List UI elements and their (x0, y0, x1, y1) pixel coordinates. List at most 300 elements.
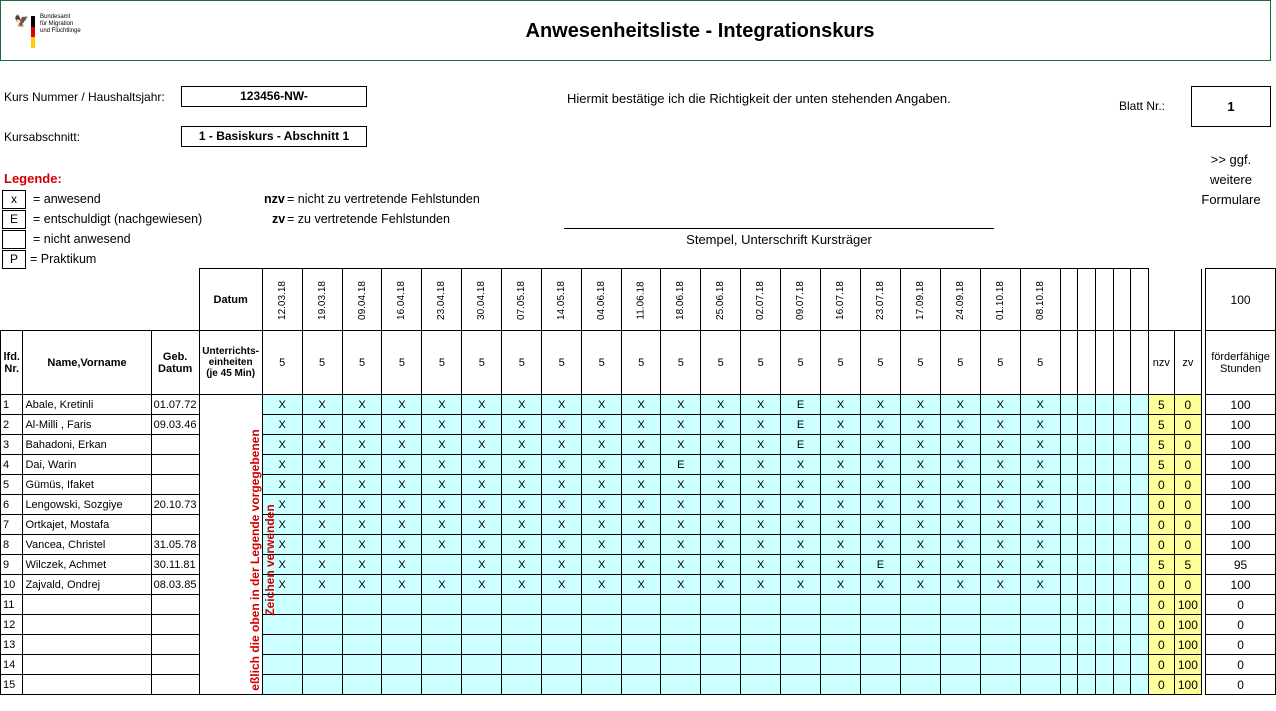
attendance-mark[interactable]: X (302, 415, 342, 435)
attendance-mark[interactable]: X (502, 455, 542, 475)
attendance-mark[interactable] (1060, 435, 1078, 455)
attendance-mark[interactable] (502, 635, 542, 655)
attendance-mark[interactable]: E (781, 415, 821, 435)
attendance-mark[interactable] (1078, 395, 1096, 415)
attendance-mark[interactable]: X (701, 495, 741, 515)
attendance-mark[interactable] (1078, 615, 1096, 635)
attendance-mark[interactable]: X (262, 395, 302, 415)
attendance-mark[interactable] (1060, 615, 1078, 635)
attendance-mark[interactable] (1060, 555, 1078, 575)
attendance-mark[interactable]: X (940, 555, 980, 575)
date-cell[interactable] (900, 269, 940, 331)
units-cell[interactable]: 5 (382, 331, 422, 395)
attendance-mark[interactable] (342, 675, 382, 695)
attendance-mark[interactable] (821, 635, 861, 655)
date-cell[interactable] (821, 269, 861, 331)
participant-name[interactable]: Vancea, Christel (23, 535, 151, 555)
attendance-mark[interactable] (1060, 395, 1078, 415)
attendance-mark[interactable]: X (661, 415, 701, 435)
attendance-mark[interactable] (781, 675, 821, 695)
attendance-mark[interactable]: X (860, 395, 900, 415)
attendance-mark[interactable] (502, 615, 542, 635)
units-cell[interactable]: 5 (262, 331, 302, 395)
birth-date[interactable]: 20.10.73 (151, 495, 199, 515)
attendance-mark[interactable]: X (860, 575, 900, 595)
attendance-mark[interactable]: E (781, 395, 821, 415)
attendance-mark[interactable] (582, 675, 622, 695)
attendance-mark[interactable]: E (661, 455, 701, 475)
attendance-mark[interactable]: X (781, 515, 821, 535)
attendance-mark[interactable] (781, 635, 821, 655)
attendance-mark[interactable]: X (900, 475, 940, 495)
attendance-mark[interactable]: X (342, 555, 382, 575)
attendance-mark[interactable] (900, 675, 940, 695)
attendance-mark[interactable] (900, 655, 940, 675)
attendance-mark[interactable] (1078, 455, 1096, 475)
units-cell[interactable]: 5 (701, 331, 741, 395)
attendance-mark[interactable]: X (382, 495, 422, 515)
attendance-mark[interactable] (422, 615, 462, 635)
attendance-mark[interactable]: X (542, 555, 582, 575)
attendance-mark[interactable]: X (462, 515, 502, 535)
attendance-mark[interactable] (661, 615, 701, 635)
participant-name[interactable]: Lengowski, Sozgiye (23, 495, 151, 515)
attendance-mark[interactable]: X (342, 515, 382, 535)
participant-name[interactable]: Bahadoni, Erkan (23, 435, 151, 455)
attendance-mark[interactable] (1020, 635, 1060, 655)
attendance-mark[interactable]: X (302, 535, 342, 555)
date-cell[interactable] (1060, 269, 1078, 331)
attendance-mark[interactable]: X (342, 535, 382, 555)
date-cell[interactable] (382, 269, 422, 331)
attendance-mark[interactable] (342, 595, 382, 615)
attendance-mark[interactable] (1113, 635, 1131, 655)
attendance-mark[interactable] (1020, 675, 1060, 695)
attendance-mark[interactable] (1131, 635, 1149, 655)
birth-date[interactable] (151, 435, 199, 455)
participant-name[interactable]: Gümüs, Ifaket (23, 475, 151, 495)
attendance-mark[interactable] (940, 675, 980, 695)
attendance-mark[interactable] (1113, 455, 1131, 475)
birth-date[interactable]: 01.07.72 (151, 395, 199, 415)
attendance-mark[interactable]: X (542, 575, 582, 595)
date-cell[interactable] (302, 269, 342, 331)
attendance-mark[interactable] (1060, 515, 1078, 535)
attendance-mark[interactable] (1078, 635, 1096, 655)
attendance-mark[interactable]: X (462, 415, 502, 435)
units-cell[interactable]: 5 (741, 331, 781, 395)
attendance-mark[interactable]: X (741, 415, 781, 435)
attendance-mark[interactable]: X (1020, 455, 1060, 475)
units-cell[interactable]: 5 (980, 331, 1020, 395)
attendance-mark[interactable] (1095, 675, 1113, 695)
birth-date[interactable] (151, 595, 199, 615)
date-cell[interactable] (741, 269, 781, 331)
birth-date[interactable] (151, 615, 199, 635)
attendance-mark[interactable]: X (422, 495, 462, 515)
attendance-mark[interactable]: X (980, 415, 1020, 435)
participant-name[interactable] (23, 595, 151, 615)
attendance-mark[interactable]: X (342, 415, 382, 435)
attendance-mark[interactable] (1113, 415, 1131, 435)
attendance-mark[interactable] (1113, 555, 1131, 575)
attendance-mark[interactable] (1131, 535, 1149, 555)
attendance-mark[interactable] (1078, 495, 1096, 515)
date-cell[interactable] (542, 269, 582, 331)
attendance-mark[interactable]: X (422, 475, 462, 495)
attendance-mark[interactable] (940, 595, 980, 615)
attendance-mark[interactable]: X (860, 515, 900, 535)
attendance-mark[interactable]: X (940, 435, 980, 455)
attendance-mark[interactable]: X (701, 575, 741, 595)
attendance-mark[interactable] (980, 675, 1020, 695)
attendance-mark[interactable] (582, 615, 622, 635)
attendance-mark[interactable] (821, 675, 861, 695)
attendance-mark[interactable] (382, 595, 422, 615)
attendance-mark[interactable] (1060, 475, 1078, 495)
attendance-mark[interactable] (422, 595, 462, 615)
date-cell[interactable] (940, 269, 980, 331)
attendance-mark[interactable]: X (781, 475, 821, 495)
date-cell[interactable] (1020, 269, 1060, 331)
attendance-mark[interactable]: X (980, 495, 1020, 515)
attendance-mark[interactable] (542, 675, 582, 695)
attendance-mark[interactable] (701, 615, 741, 635)
attendance-mark[interactable] (1060, 495, 1078, 515)
attendance-mark[interactable] (1078, 555, 1096, 575)
attendance-mark[interactable] (342, 615, 382, 635)
attendance-mark[interactable] (940, 635, 980, 655)
units-cell[interactable]: 5 (622, 331, 661, 395)
attendance-mark[interactable] (1020, 595, 1060, 615)
attendance-mark[interactable]: X (542, 515, 582, 535)
attendance-mark[interactable]: X (940, 535, 980, 555)
attendance-mark[interactable]: X (661, 435, 701, 455)
attendance-mark[interactable] (382, 675, 422, 695)
attendance-mark[interactable] (1020, 615, 1060, 635)
attendance-mark[interactable] (1131, 595, 1149, 615)
attendance-mark[interactable] (342, 635, 382, 655)
attendance-mark[interactable] (940, 615, 980, 635)
attendance-mark[interactable]: X (821, 435, 861, 455)
attendance-mark[interactable] (542, 615, 582, 635)
attendance-mark[interactable]: X (502, 535, 542, 555)
attendance-mark[interactable] (661, 635, 701, 655)
attendance-mark[interactable]: X (622, 535, 661, 555)
attendance-mark[interactable]: X (542, 395, 582, 415)
attendance-mark[interactable] (1078, 535, 1096, 555)
attendance-mark[interactable] (462, 675, 502, 695)
attendance-mark[interactable]: X (462, 495, 502, 515)
date-cell[interactable] (582, 269, 622, 331)
participant-name[interactable] (23, 635, 151, 655)
attendance-mark[interactable] (582, 595, 622, 615)
sheet-number-field[interactable]: 1 (1191, 86, 1271, 127)
attendance-mark[interactable]: X (262, 515, 302, 535)
participant-name[interactable]: Wilczek, Achmet (23, 555, 151, 575)
attendance-mark[interactable] (622, 595, 661, 615)
attendance-mark[interactable]: X (542, 435, 582, 455)
attendance-mark[interactable]: X (980, 475, 1020, 495)
attendance-mark[interactable]: X (542, 475, 582, 495)
date-cell[interactable] (1078, 269, 1096, 331)
participant-name[interactable] (23, 615, 151, 635)
attendance-mark[interactable] (1113, 655, 1131, 675)
attendance-mark[interactable]: X (940, 415, 980, 435)
attendance-mark[interactable]: X (821, 535, 861, 555)
attendance-mark[interactable]: X (622, 455, 661, 475)
attendance-mark[interactable]: X (701, 395, 741, 415)
attendance-mark[interactable]: X (900, 435, 940, 455)
attendance-mark[interactable] (980, 595, 1020, 615)
attendance-mark[interactable]: X (821, 475, 861, 495)
units-cell[interactable]: 5 (502, 331, 542, 395)
attendance-mark[interactable] (980, 635, 1020, 655)
units-cell[interactable]: 5 (821, 331, 861, 395)
attendance-mark[interactable] (1113, 595, 1131, 615)
date-cell[interactable] (1113, 269, 1131, 331)
attendance-mark[interactable] (422, 675, 462, 695)
attendance-mark[interactable]: X (302, 475, 342, 495)
attendance-mark[interactable]: X (382, 415, 422, 435)
units-cell[interactable]: 5 (462, 331, 502, 395)
attendance-mark[interactable] (1113, 575, 1131, 595)
attendance-mark[interactable] (980, 655, 1020, 675)
units-cell[interactable]: 5 (781, 331, 821, 395)
attendance-mark[interactable] (1095, 475, 1113, 495)
attendance-mark[interactable] (1078, 515, 1096, 535)
attendance-mark[interactable] (382, 655, 422, 675)
attendance-mark[interactable]: X (502, 415, 542, 435)
units-cell[interactable]: 5 (422, 331, 462, 395)
date-cell[interactable] (262, 269, 302, 331)
attendance-mark[interactable] (980, 615, 1020, 635)
birth-date[interactable]: 30.11.81 (151, 555, 199, 575)
attendance-mark[interactable]: X (542, 455, 582, 475)
attendance-mark[interactable]: X (821, 555, 861, 575)
attendance-mark[interactable]: X (661, 495, 701, 515)
attendance-mark[interactable] (1060, 535, 1078, 555)
attendance-mark[interactable]: X (821, 415, 861, 435)
attendance-mark[interactable]: X (622, 475, 661, 495)
attendance-mark[interactable] (1078, 415, 1096, 435)
participant-name[interactable]: Abale, Kretinli (23, 395, 151, 415)
attendance-mark[interactable]: X (900, 395, 940, 415)
attendance-mark[interactable] (1060, 675, 1078, 695)
attendance-mark[interactable] (1078, 675, 1096, 695)
attendance-mark[interactable]: X (661, 475, 701, 495)
attendance-mark[interactable]: X (980, 575, 1020, 595)
attendance-mark[interactable]: X (582, 395, 622, 415)
attendance-mark[interactable]: X (262, 535, 302, 555)
attendance-mark[interactable]: X (262, 415, 302, 435)
attendance-mark[interactable]: X (422, 535, 462, 555)
attendance-mark[interactable]: X (980, 395, 1020, 415)
attendance-mark[interactable]: X (860, 455, 900, 475)
attendance-mark[interactable] (661, 595, 701, 615)
attendance-mark[interactable] (1131, 455, 1149, 475)
attendance-mark[interactable]: X (462, 575, 502, 595)
units-cell[interactable]: 5 (860, 331, 900, 395)
date-cell[interactable] (622, 269, 661, 331)
attendance-mark[interactable]: X (542, 495, 582, 515)
attendance-mark[interactable]: X (701, 475, 741, 495)
attendance-mark[interactable]: X (900, 515, 940, 535)
attendance-mark[interactable]: X (900, 555, 940, 575)
attendance-mark[interactable] (1020, 655, 1060, 675)
attendance-mark[interactable]: X (622, 415, 661, 435)
attendance-mark[interactable] (1131, 675, 1149, 695)
attendance-mark[interactable] (701, 595, 741, 615)
attendance-mark[interactable]: X (980, 555, 1020, 575)
attendance-mark[interactable] (900, 615, 940, 635)
attendance-mark[interactable]: X (302, 495, 342, 515)
units-cell[interactable]: 5 (542, 331, 582, 395)
attendance-mark[interactable]: X (382, 475, 422, 495)
units-cell[interactable] (1113, 331, 1131, 395)
attendance-mark[interactable] (1131, 555, 1149, 575)
attendance-mark[interactable] (1131, 575, 1149, 595)
participant-name[interactable]: Ortkajet, Mostafa (23, 515, 151, 535)
attendance-mark[interactable]: X (900, 535, 940, 555)
attendance-mark[interactable] (1060, 595, 1078, 615)
attendance-mark[interactable]: X (661, 575, 701, 595)
date-cell[interactable] (701, 269, 741, 331)
attendance-mark[interactable]: X (622, 575, 661, 595)
attendance-mark[interactable]: X (382, 575, 422, 595)
attendance-mark[interactable] (1113, 615, 1131, 635)
attendance-mark[interactable]: X (262, 435, 302, 455)
attendance-mark[interactable]: X (462, 475, 502, 495)
units-cell[interactable]: 5 (1020, 331, 1060, 395)
attendance-mark[interactable] (1113, 515, 1131, 535)
attendance-mark[interactable]: X (940, 575, 980, 595)
attendance-mark[interactable] (462, 595, 502, 615)
attendance-mark[interactable]: X (262, 455, 302, 475)
attendance-mark[interactable] (1095, 495, 1113, 515)
attendance-mark[interactable] (422, 655, 462, 675)
attendance-mark[interactable]: X (382, 555, 422, 575)
attendance-mark[interactable] (1131, 415, 1149, 435)
attendance-mark[interactable]: X (462, 435, 502, 455)
birth-date[interactable] (151, 655, 199, 675)
attendance-mark[interactable]: X (422, 395, 462, 415)
birth-date[interactable] (151, 455, 199, 475)
birth-date[interactable] (151, 675, 199, 695)
units-cell[interactable] (1060, 331, 1078, 395)
attendance-mark[interactable]: X (582, 435, 622, 455)
attendance-mark[interactable] (542, 655, 582, 675)
attendance-mark[interactable] (1113, 475, 1131, 495)
attendance-mark[interactable]: X (661, 395, 701, 415)
attendance-mark[interactable] (502, 655, 542, 675)
attendance-mark[interactable]: X (940, 475, 980, 495)
attendance-mark[interactable]: X (342, 475, 382, 495)
attendance-mark[interactable] (502, 675, 542, 695)
attendance-mark[interactable]: X (302, 555, 342, 575)
attendance-mark[interactable] (781, 615, 821, 635)
participant-name[interactable]: Al-Milli , Faris (23, 415, 151, 435)
attendance-mark[interactable]: X (940, 395, 980, 415)
units-cell[interactable] (1095, 331, 1113, 395)
course-number-field[interactable]: 123456-NW- (181, 86, 367, 107)
attendance-mark[interactable]: X (900, 455, 940, 475)
attendance-mark[interactable] (302, 675, 342, 695)
attendance-mark[interactable]: X (701, 535, 741, 555)
attendance-mark[interactable] (1060, 655, 1078, 675)
attendance-mark[interactable]: X (1020, 535, 1060, 555)
attendance-mark[interactable]: X (342, 495, 382, 515)
attendance-mark[interactable]: X (1020, 415, 1060, 435)
attendance-mark[interactable]: X (502, 435, 542, 455)
attendance-mark[interactable] (1060, 415, 1078, 435)
attendance-mark[interactable]: X (741, 455, 781, 475)
attendance-mark[interactable]: X (1020, 575, 1060, 595)
attendance-mark[interactable] (860, 655, 900, 675)
attendance-mark[interactable]: X (582, 415, 622, 435)
attendance-mark[interactable]: X (741, 515, 781, 535)
attendance-mark[interactable]: X (940, 515, 980, 535)
attendance-mark[interactable] (582, 635, 622, 655)
birth-date[interactable] (151, 475, 199, 495)
attendance-mark[interactable]: X (422, 575, 462, 595)
attendance-mark[interactable] (781, 595, 821, 615)
attendance-mark[interactable]: X (781, 575, 821, 595)
attendance-mark[interactable] (701, 675, 741, 695)
attendance-mark[interactable]: X (741, 495, 781, 515)
attendance-mark[interactable] (900, 635, 940, 655)
units-cell[interactable] (1078, 331, 1096, 395)
attendance-mark[interactable]: X (821, 395, 861, 415)
attendance-mark[interactable] (1078, 435, 1096, 455)
units-cell[interactable]: 5 (940, 331, 980, 395)
attendance-mark[interactable] (821, 655, 861, 675)
attendance-mark[interactable]: X (860, 415, 900, 435)
attendance-mark[interactable]: X (502, 555, 542, 575)
attendance-mark[interactable] (382, 635, 422, 655)
attendance-mark[interactable] (622, 655, 661, 675)
attendance-mark[interactable]: X (382, 535, 422, 555)
attendance-mark[interactable] (302, 595, 342, 615)
attendance-mark[interactable] (622, 615, 661, 635)
attendance-mark[interactable]: X (582, 455, 622, 475)
attendance-mark[interactable]: X (900, 575, 940, 595)
attendance-mark[interactable] (462, 655, 502, 675)
attendance-mark[interactable]: X (262, 495, 302, 515)
attendance-mark[interactable]: X (980, 515, 1020, 535)
attendance-mark[interactable]: X (860, 435, 900, 455)
attendance-mark[interactable]: X (940, 495, 980, 515)
attendance-mark[interactable]: X (582, 495, 622, 515)
attendance-mark[interactable]: X (821, 575, 861, 595)
attendance-mark[interactable]: X (502, 575, 542, 595)
attendance-mark[interactable]: X (302, 395, 342, 415)
attendance-mark[interactable] (1131, 615, 1149, 635)
attendance-mark[interactable] (1078, 475, 1096, 495)
date-cell[interactable] (860, 269, 900, 331)
attendance-mark[interactable] (1095, 455, 1113, 475)
attendance-mark[interactable]: X (900, 495, 940, 515)
attendance-mark[interactable]: X (582, 555, 622, 575)
participant-name[interactable] (23, 655, 151, 675)
attendance-mark[interactable] (422, 635, 462, 655)
attendance-mark[interactable]: X (1020, 395, 1060, 415)
attendance-mark[interactable] (741, 595, 781, 615)
units-cell[interactable]: 5 (342, 331, 382, 395)
attendance-mark[interactable]: X (821, 495, 861, 515)
attendance-mark[interactable] (741, 635, 781, 655)
date-cell[interactable] (342, 269, 382, 331)
